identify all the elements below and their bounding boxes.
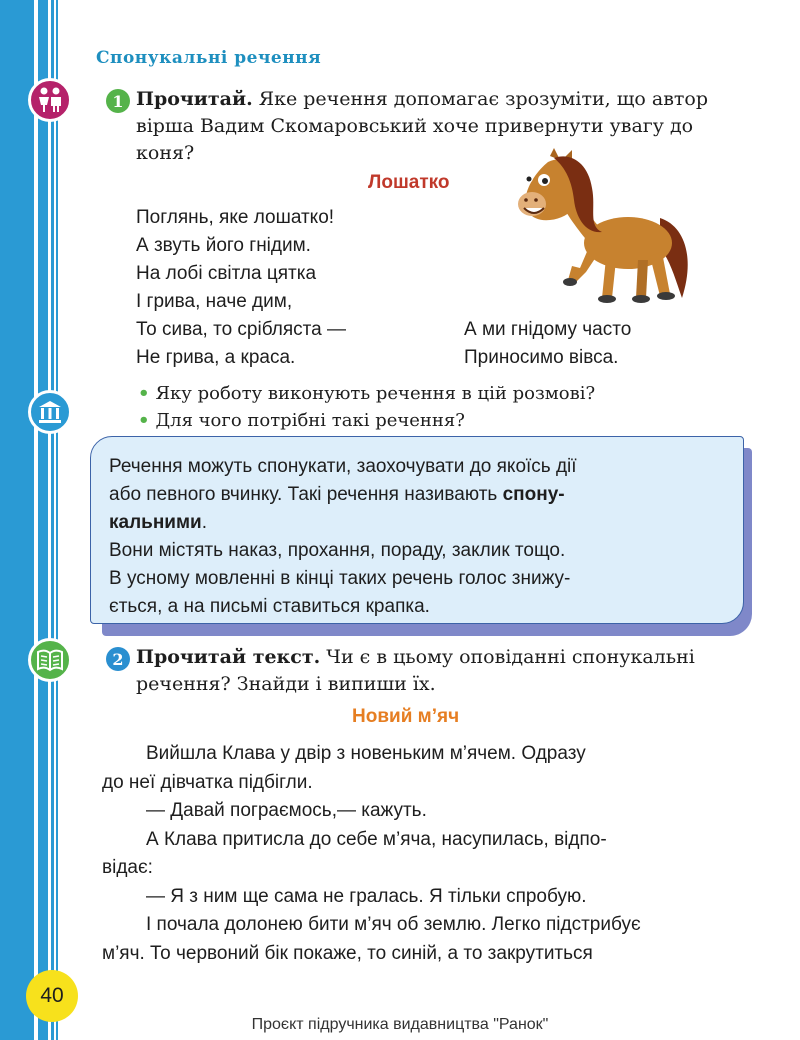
question-item (138, 380, 595, 407)
story-paragraph: — Давай пограємось,— кажуть. (146, 800, 427, 821)
rule-line (109, 481, 729, 509)
pair-work-icon (28, 78, 72, 122)
rule-term-cont: кальними (109, 512, 202, 533)
task-2-body: Чи є в цьому оповіданні спонукальні речення? Знайди і випиши їх. (136, 646, 695, 695)
rule-line: В усному мовленні в кінці таких речень голос знижу- (109, 568, 571, 589)
rule-line (109, 509, 729, 537)
section-title: Спонукальні речення (96, 48, 322, 68)
rule-box (90, 436, 744, 624)
poem-line: А ми гнідому часто (464, 319, 632, 340)
poem-right-column (464, 316, 631, 372)
question-text: Для чого потрібні такі речення? (155, 410, 465, 431)
reading-book-icon (28, 638, 72, 682)
story-line: Вийшла Клава у двір з новеньким м’ячем. Одразу (146, 743, 586, 764)
poem-line: Приносимо вівса. (464, 347, 619, 368)
rule-line: Речення можуть спонукати, заохочувати до якоїсь дії (109, 456, 577, 477)
story-paragraph: І почала долонею бити м’яч об землю. Легко підстрибує (146, 914, 641, 935)
story-paragraph: — Я з ним ще сама не гралась. Я тільки спробую. (146, 885, 587, 907)
poem-line: То сива, то срібляста — (136, 319, 346, 340)
story-paragraph: А Клава притисла до себе м’яча, насупилась, відпо- (146, 828, 607, 850)
left-sidebar-stripes (0, 0, 62, 1040)
poem-line: А звуть його гнідим. (136, 235, 311, 256)
knowledge-icon (28, 390, 72, 434)
poem-left-column (136, 204, 346, 372)
question-item (138, 407, 595, 434)
rule-term: спону- (502, 484, 565, 505)
poem-line: І грива, наче дим, (136, 291, 293, 312)
footer-publisher: Проєкт підручника видавництва "Ранок" (251, 1016, 549, 1033)
story-paragraph-cont: до неї дівчатка підбігли. (102, 771, 313, 793)
poem-line: Не грива, а краса. (136, 347, 296, 368)
task-2-number: 2 (106, 647, 130, 671)
task-1-number: 1 (106, 89, 130, 113)
poem-line: На лобі світла цятка (136, 263, 317, 284)
poem-line: Поглянь, яке лошатко! (136, 207, 335, 228)
task-1-bold: Прочитай. (136, 88, 253, 110)
bullet-icon: • (138, 410, 150, 431)
page-number: 40 (26, 970, 78, 1022)
story-paragraph-cont: відає: (102, 857, 153, 878)
story-paragraph (102, 740, 746, 769)
bullet-icon: • (138, 383, 150, 404)
rule-line: Вони містять наказ, прохання, пораду, заклик тощо. (109, 540, 566, 561)
task-2-text (136, 644, 746, 698)
rule-text: . (201, 512, 207, 533)
rule-line: ється, а на письмі ставиться крапка. (109, 596, 430, 617)
rule-text: або певного вчинку. Такі речення називають (109, 484, 503, 505)
task-2-bold: Прочитай текст. (136, 646, 321, 668)
question-text: Яку роботу виконують речення в цій розмові? (155, 383, 596, 404)
poem-title: Лошатко (368, 172, 450, 193)
task-1-body: Яке речення допомагає зрозуміти, що автор вірша Вадим Скомаровський хоче привернути увагу до коня? (136, 88, 709, 164)
story-title: Новий м’яч (352, 706, 460, 727)
story-text (102, 740, 746, 968)
question-list (138, 380, 595, 434)
story-paragraph-cont: м’яч. То червоний бік покаже, то синій, а то закрутиться (102, 942, 593, 964)
horse-illustration (510, 148, 700, 308)
